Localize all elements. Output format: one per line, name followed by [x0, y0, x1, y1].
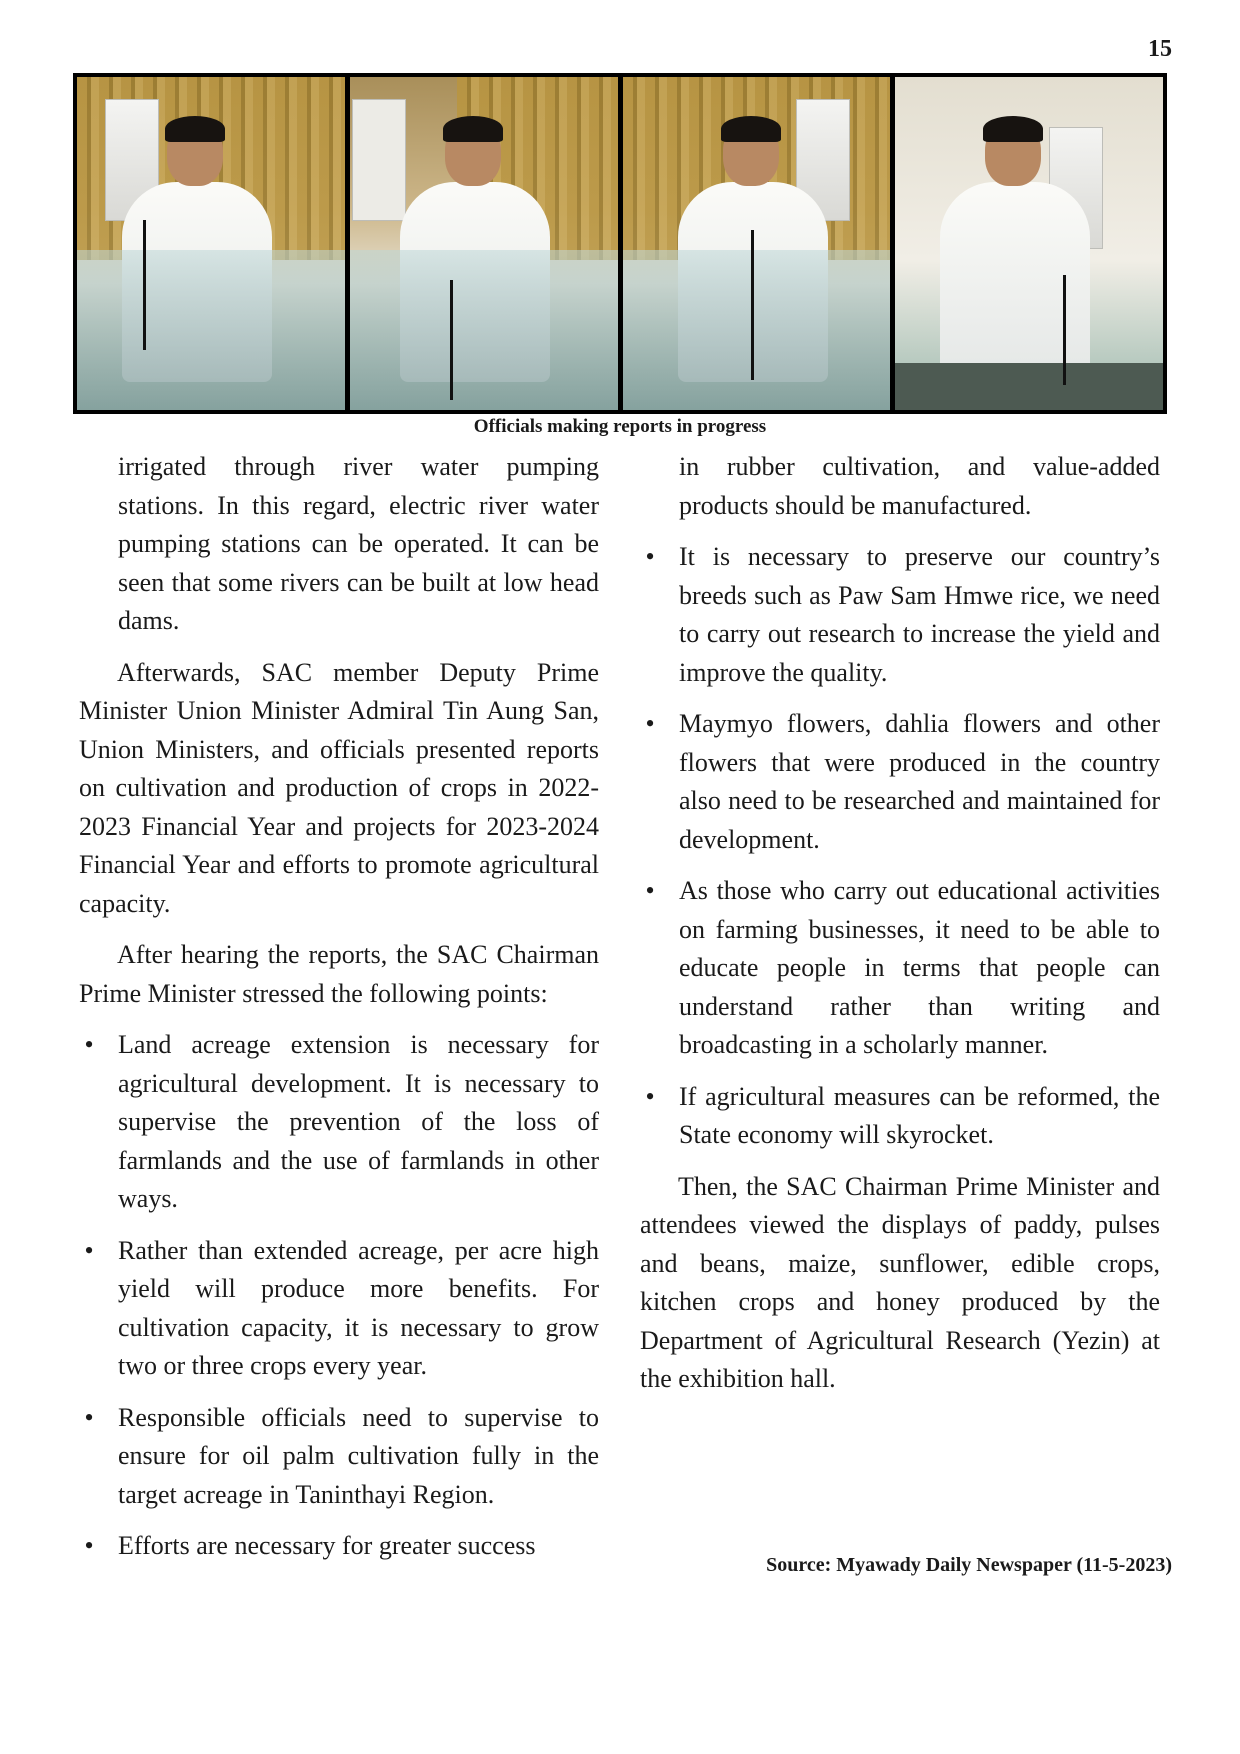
list-item: • Efforts are necessary for greater success: [79, 1527, 599, 1566]
bullet-icon: •: [645, 1081, 655, 1111]
list-item: • Land acreage extension is necessary for agricultural development. It is necessary to supervise the prevention of the loss of farmlands and the use of farmlands in other ways.: [79, 1026, 599, 1219]
list-item: • If agricultural measures can be reformed, the State economy will skyrocket.: [640, 1078, 1160, 1155]
photo-official-2: [350, 77, 618, 410]
bullet-icon: •: [645, 709, 655, 738]
photo-strip: [73, 73, 1167, 414]
list-item: • Maymyo flowers, dahlia flowers and other flowers that were produced in the country also need to be researched and maintained for development.: [640, 705, 1160, 859]
left-bullet-list: [79, 1026, 599, 1566]
photo-official-3: [623, 77, 891, 410]
paragraph-afterwards: Afterwards, SAC member Deputy Prime Minister Union Minister Admiral Tin Aung San, Union Ministers, and officials presented reports on cultivation and production of crops in 2022-2023 Financial Year and projects for 2023-2024 Financial Year and efforts to promote agricultural capacity.: [79, 657, 599, 918]
photo-official-1: [77, 77, 345, 410]
list-item: • Responsible officials need to supervise to ensure for oil palm cultivation fully in the target acreage in Taninthayi Region.: [79, 1399, 599, 1515]
continuation-paragraph: in rubber cultivation, and value-added products should be manufactured.: [679, 452, 1160, 520]
left-column: [79, 448, 599, 1579]
list-item: • As those who carry out educational activities on farming businesses, it need to be able to educate people in terms that people can understand rather than writing and broadcasting in a scholarly manner.: [640, 872, 1160, 1065]
photo-official-4: [895, 77, 1163, 410]
list-item: • It is necessary to preserve our country’s breeds such as Paw Sam Hmwe rice, we need to carry out research to increase the yield and improve the quality.: [640, 538, 1160, 692]
paragraph-after-hearing: After hearing the reports, the SAC Chairman Prime Minister stressed the following points:: [79, 940, 599, 1008]
paragraph-then: Then, the SAC Chairman Prime Minister and attendees viewed the displays of paddy, pulses and beans, maize, sunflower, edible crops, kitchen crops and honey produced by the Department of Agricultural Research (Yezin) at the exhibition hall.: [640, 1171, 1160, 1393]
bullet-icon: •: [645, 542, 655, 571]
bullet-icon: •: [84, 1402, 94, 1432]
bullet-icon: •: [84, 1235, 94, 1265]
right-column: [640, 448, 1160, 1412]
photo-caption: Officials making reports in progress: [473, 416, 767, 437]
page-number: 15: [1148, 36, 1172, 62]
continuation-paragraph: irrigated through river water pumping stations. In this regard, electric river water pumping stations can be operated. It can be seen that some rivers can be built at low head dams.: [118, 452, 599, 635]
bullet-icon: •: [84, 1030, 94, 1059]
list-item: • Rather than extended acreage, per acre high yield will produce more benefits. For cultivation capacity, it is necessary to grow two or three crops every year.: [79, 1232, 599, 1386]
bullet-icon: •: [84, 1531, 94, 1560]
source-credit: Source: Myawady Daily Newspaper (11-5-2023): [766, 1554, 1172, 1576]
right-bullet-list: [640, 538, 1160, 1155]
bullet-icon: •: [645, 876, 655, 905]
